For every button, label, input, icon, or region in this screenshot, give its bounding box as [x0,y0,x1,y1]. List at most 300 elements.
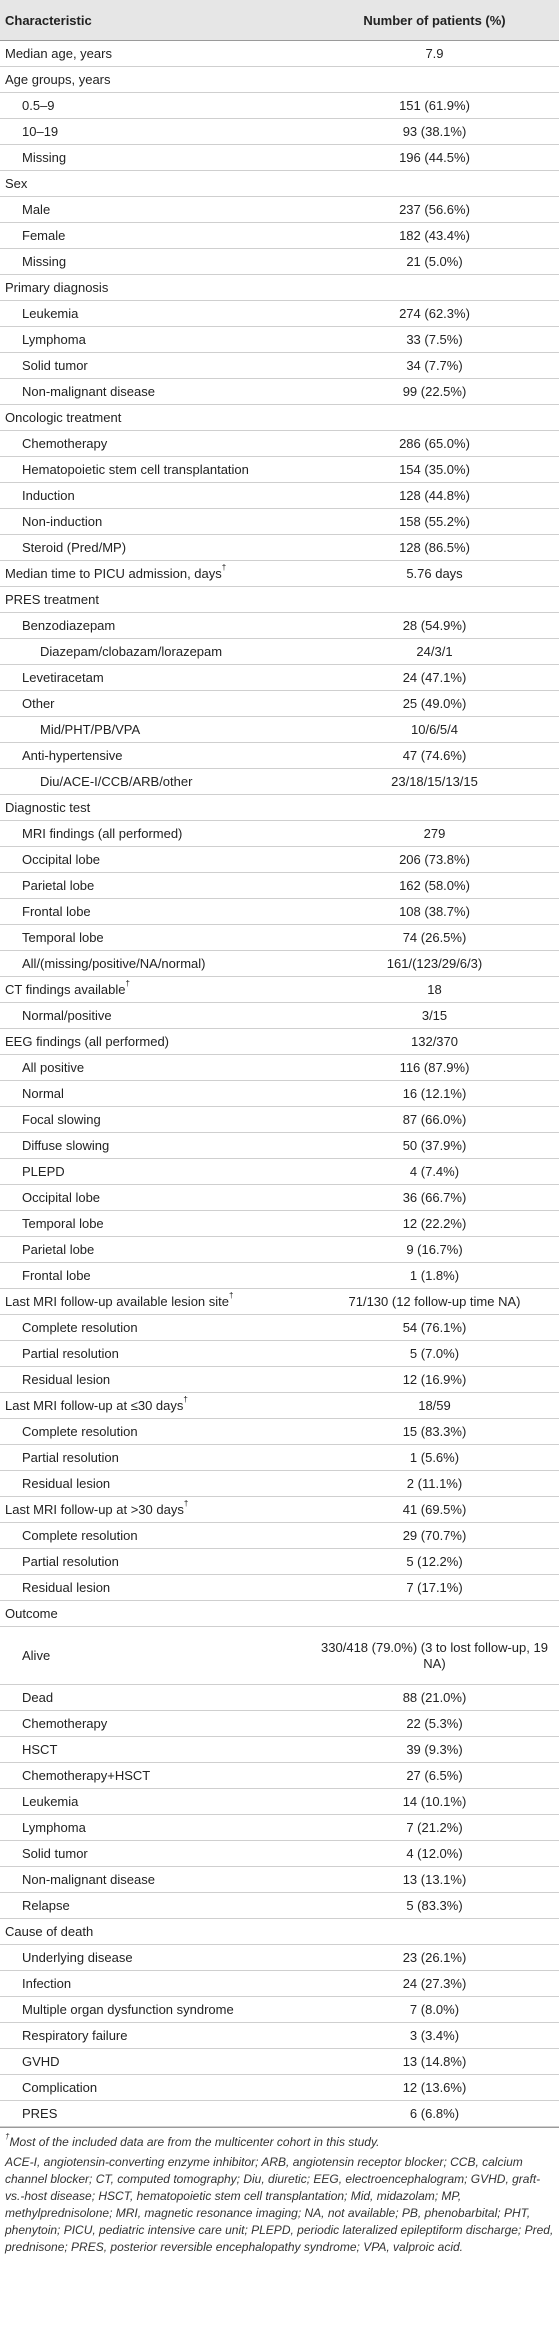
table-row [0,1737,559,1763]
row-label [0,1367,310,1393]
row-label-text: Focal slowing [22,1111,101,1127]
row-value: 50 (37.9%) [310,1133,559,1159]
table-row [0,613,559,639]
table-row [0,1627,559,1685]
footnote-dagger-text: Most of the included data are from the multicenter cohort in this study. [9,2135,380,2149]
row-value: 7.9 [310,41,559,67]
row-label [0,2023,310,2049]
row-value: 182 (43.4%) [310,223,559,249]
row-label-text: Steroid (Pred/MP) [22,539,127,555]
row-label-text: Induction [22,487,75,503]
row-value: 2 (11.1%) [310,1471,559,1497]
row-value: 5 (7.0%) [310,1341,559,1367]
row-label [0,1263,310,1289]
table-row [0,1419,559,1445]
row-value [310,275,559,301]
row-label-text: Temporal lobe [22,929,104,945]
row-label [0,1763,310,1789]
row-label-text: HSCT [22,1741,58,1757]
row-label-text: Female [22,227,66,243]
row-label-text: Occipital lobe [22,851,101,867]
table-row [0,873,559,899]
row-value: 10/6/5/4 [310,717,559,743]
table-row [0,977,559,1003]
row-label [0,1185,310,1211]
row-value: 5 (83.3%) [310,1893,559,1919]
row-label [0,873,310,899]
table-row [0,1367,559,1393]
row-label [0,665,310,691]
row-label [0,145,310,171]
row-label-text: Solid tumor [22,1845,88,1861]
table-row [0,561,559,587]
row-label-text: Residual lesion [22,1475,111,1491]
table-row [0,1393,559,1419]
row-value: 116 (87.9%) [310,1055,559,1081]
row-label [0,1419,310,1445]
table-row [0,1971,559,1997]
row-value: 12 (16.9%) [310,1367,559,1393]
row-label-text: Non-induction [22,513,103,529]
row-label [0,2101,310,2127]
table-row [0,1867,559,1893]
row-value: 15 (83.3%) [310,1419,559,1445]
row-label-text: PRES treatment [5,591,99,607]
row-label [0,197,310,223]
table-row [0,457,559,483]
row-label [0,717,310,743]
table-row [0,1159,559,1185]
table-row [0,1341,559,1367]
table-row [0,1601,559,1627]
row-value: 13 (14.8%) [310,2049,559,2075]
table-row [0,587,559,613]
table-row [0,327,559,353]
row-label [0,1867,310,1893]
table-header [0,0,559,41]
row-value: 16 (12.1%) [310,1081,559,1107]
dagger-mark: † [221,563,227,573]
row-label [0,249,310,275]
row-label [0,1445,310,1471]
row-label [0,1471,310,1497]
row-value: 128 (86.5%) [310,535,559,561]
header-characteristic: Characteristic [0,0,310,41]
table-row [0,93,559,119]
row-label [0,483,310,509]
row-value: 158 (55.2%) [310,509,559,535]
row-label [0,1003,310,1029]
row-label [0,561,310,587]
row-value: 4 (12.0%) [310,1841,559,1867]
row-label-text: MRI findings (all performed) [22,825,183,841]
row-value: 12 (13.6%) [310,2075,559,2101]
row-label-text: Leukemia [22,305,79,321]
row-label-text: Respiratory failure [22,2027,128,2043]
row-label [0,1029,310,1055]
row-label-text: Other [22,695,55,711]
row-value: 12 (22.2%) [310,1211,559,1237]
row-value: 47 (74.6%) [310,743,559,769]
row-label [0,379,310,405]
row-label-text: Partial resolution [22,1345,119,1361]
footnotes [0,2127,559,2256]
row-value: 132/370 [310,1029,559,1055]
table-row [0,1789,559,1815]
row-value: 279 [310,821,559,847]
row-value: 36 (66.7%) [310,1185,559,1211]
row-label-text: Levetiracetam [22,669,104,685]
row-label [0,1211,310,1237]
row-label [0,613,310,639]
table-row [0,1029,559,1055]
row-value: 23/18/15/13/15 [310,769,559,795]
row-label [0,509,310,535]
row-label [0,795,310,821]
table-row [0,119,559,145]
row-value: 21 (5.0%) [310,249,559,275]
row-label-text: Normal/positive [22,1007,112,1023]
row-value: 6 (6.8%) [310,2101,559,2127]
row-label-text: Median time to PICU admission, days [5,565,222,581]
row-label [0,1893,310,1919]
row-value: 74 (26.5%) [310,925,559,951]
row-value: 22 (5.3%) [310,1711,559,1737]
row-label-text: All/(missing/positive/NA/normal) [22,955,206,971]
row-label-text: Non-malignant disease [22,383,155,399]
row-label [0,1523,310,1549]
row-label [0,2049,310,2075]
table-row [0,379,559,405]
table-row [0,1575,559,1601]
table-row [0,353,559,379]
row-label-text: CT findings available [5,981,126,997]
table-row [0,1081,559,1107]
row-value: 196 (44.5%) [310,145,559,171]
row-label [0,1601,310,1627]
row-label [0,1945,310,1971]
row-label [0,587,310,613]
row-label-text: Relapse [22,1897,70,1913]
table-row [0,249,559,275]
table-row [0,483,559,509]
row-value: 27 (6.5%) [310,1763,559,1789]
row-label [0,1919,310,1945]
dagger-mark: † [229,1291,234,1301]
table-row [0,223,559,249]
row-label-text: Parietal lobe [22,1241,95,1257]
table-row [0,431,559,457]
row-value: 4 (7.4%) [310,1159,559,1185]
table-row [0,1945,559,1971]
row-label [0,93,310,119]
row-label [0,821,310,847]
row-label-text: Primary diagnosis [5,279,109,295]
table-row [0,925,559,951]
row-value: 161/(123/29/6/3) [310,951,559,977]
row-label [0,171,310,197]
row-label-text: Missing [22,253,67,269]
row-value: 3/15 [310,1003,559,1029]
row-label-text: Multiple organ dysfunction syndrome [22,2001,234,2017]
row-label [0,1237,310,1263]
table-row [0,535,559,561]
table-row [0,1893,559,1919]
row-label [0,1789,310,1815]
table-row [0,1055,559,1081]
row-label-text: Diazepam/clobazam/lorazepam [40,643,223,659]
row-label [0,691,310,717]
row-value: 87 (66.0%) [310,1107,559,1133]
row-value: 93 (38.1%) [310,119,559,145]
row-label [0,1341,310,1367]
row-label-text: Frontal lobe [22,903,91,919]
row-label [0,977,310,1003]
row-label [0,899,310,925]
row-label-text: Normal [22,1085,64,1101]
row-value: 14 (10.1%) [310,1789,559,1815]
row-value: 18 [310,977,559,1003]
row-label [0,769,310,795]
row-value: 71/130 (12 follow-up time NA) [310,1289,559,1315]
row-label [0,1315,310,1341]
row-label-text: Lymphoma [22,1819,86,1835]
row-label [0,1393,310,1419]
table-row [0,509,559,535]
table-row [0,1919,559,1945]
row-label-text: Last MRI follow-up at ≤30 days [5,1397,184,1413]
table-row [0,769,559,795]
row-value: 128 (44.8%) [310,483,559,509]
table-row [0,1003,559,1029]
row-label [0,1081,310,1107]
table-row [0,67,559,93]
row-value [310,405,559,431]
row-value: 9 (16.7%) [310,1237,559,1263]
row-label-text: GVHD [22,2053,60,2069]
row-value: 34 (7.7%) [310,353,559,379]
row-label [0,67,310,93]
footnote-abbreviations: ACE-I, angiotensin-converting enzyme inhibitor; ARB, angiotensin receptor blocker; CCB, calcium channel blocker; CT, computed tomography; Diu, diuretic; EEG, electroencephalogram; GVHD, graft-vs.-host disease; HSCT, hematopoietic stem cell transplantation; Mid, midazolam; MP, methylprednisolone; MRI, magnetic resonance imaging; NA, not available; PB, phenobarbital; PHT, phenytoin; PICU, pediatric intensive care unit; PLEPD, periodic lateralized epileptiform discharge; Pred, prednisone; PRES, posterior reversible encephalopathy syndrome; VPA, valproic acid. [5,2155,554,2254]
row-label [0,353,310,379]
row-label [0,1575,310,1601]
row-label-text: Hematopoietic stem cell transplantation [22,461,249,477]
row-label-text: Dead [22,1689,54,1705]
row-value: 13 (13.1%) [310,1867,559,1893]
row-value: 18/59 [310,1393,559,1419]
table-row [0,2049,559,2075]
table-row [0,1549,559,1575]
row-label-text: Diu/ACE-I/CCB/ARB/other [40,773,193,789]
row-label-text: Complication [22,2079,98,2095]
row-label-text: All positive [22,1059,85,1075]
row-label-text: EEG findings (all performed) [5,1033,170,1049]
row-value: 206 (73.8%) [310,847,559,873]
row-label-text: Lymphoma [22,331,86,347]
row-label-text: Partial resolution [22,1553,119,1569]
row-value: 7 (21.2%) [310,1815,559,1841]
row-label-text: Partial resolution [22,1449,119,1465]
table-row [0,1315,559,1341]
row-label-text: Male [22,201,51,217]
row-label-text: Cause of death [5,1923,94,1939]
row-value: 154 (35.0%) [310,457,559,483]
table-row [0,1445,559,1471]
row-value: 286 (65.0%) [310,431,559,457]
table-row [0,171,559,197]
row-label-text: PRES [22,2105,58,2121]
row-value: 7 (8.0%) [310,1997,559,2023]
row-label-text: Outcome [5,1605,58,1621]
table-row [0,665,559,691]
table-row [0,1997,559,2023]
table-row [0,301,559,327]
table-row [0,1185,559,1211]
row-label [0,1055,310,1081]
row-value [310,1601,559,1627]
row-label-text: Oncologic treatment [5,409,122,425]
row-label-text: Benzodiazepam [22,617,116,633]
table-row [0,2023,559,2049]
row-label [0,431,310,457]
row-label [0,1289,310,1315]
table-row [0,1497,559,1523]
row-value: 88 (21.0%) [310,1685,559,1711]
row-value: 151 (61.9%) [310,93,559,119]
table-row [0,951,559,977]
row-label [0,2075,310,2101]
row-label [0,1159,310,1185]
table-row [0,1289,559,1315]
header-number-of-patients: Number of patients (%) [310,0,559,41]
dagger-mark: † [183,1499,189,1509]
row-label [0,1815,310,1841]
row-value: 54 (76.1%) [310,1315,559,1341]
row-label-text: Complete resolution [22,1319,138,1335]
footnote-dagger [5,2134,554,2151]
row-label [0,743,310,769]
table-row [0,275,559,301]
table-row [0,743,559,769]
row-label-text: Diffuse slowing [22,1137,110,1153]
row-label [0,327,310,353]
row-label [0,1685,310,1711]
row-label [0,1737,310,1763]
row-value: 162 (58.0%) [310,873,559,899]
table-row [0,197,559,223]
row-label-text: Chemotherapy+HSCT [22,1767,151,1783]
row-label-text: Residual lesion [22,1579,111,1595]
row-label-text: Non-malignant disease [22,1871,155,1887]
row-label-text: Complete resolution [22,1527,138,1543]
row-label-text: Solid tumor [22,357,88,373]
row-value [310,1919,559,1945]
row-value: 5 (12.2%) [310,1549,559,1575]
table-row [0,1841,559,1867]
table-row [0,2101,559,2127]
row-label [0,1711,310,1737]
table-row [0,1471,559,1497]
row-value: 24/3/1 [310,639,559,665]
row-label [0,1841,310,1867]
row-label [0,925,310,951]
row-value: 24 (47.1%) [310,665,559,691]
row-value: 237 (56.6%) [310,197,559,223]
row-label [0,301,310,327]
row-label [0,1549,310,1575]
row-label [0,535,310,561]
row-value: 33 (7.5%) [310,327,559,353]
table-row [0,1685,559,1711]
row-value: 28 (54.9%) [310,613,559,639]
table-row [0,1815,559,1841]
row-value: 3 (3.4%) [310,2023,559,2049]
row-value: 29 (70.7%) [310,1523,559,1549]
table-row [0,1133,559,1159]
row-label-text: Occipital lobe [22,1189,101,1205]
row-label-text: 0.5–9 [22,97,55,113]
row-value: 99 (22.5%) [310,379,559,405]
table-row [0,795,559,821]
table-row [0,899,559,925]
row-value: 1 (5.6%) [310,1445,559,1471]
row-label-text: Anti-hypertensive [22,747,123,763]
row-label-text: Mid/PHT/PB/VPA [40,721,141,737]
table-row [0,717,559,743]
dagger-mark: † [125,979,130,989]
row-label [0,119,310,145]
row-label [0,639,310,665]
table-row [0,2075,559,2101]
row-value: 25 (49.0%) [310,691,559,717]
table-row [0,1523,559,1549]
table-row [0,691,559,717]
table-row [0,145,559,171]
table-row [0,1211,559,1237]
row-value: 108 (38.7%) [310,899,559,925]
header-row [0,0,559,41]
row-label-text: Missing [22,149,67,165]
table-row [0,405,559,431]
row-label-text: Sex [5,175,28,191]
row-label-text: Leukemia [22,1793,79,1809]
row-label [0,275,310,301]
row-value: 39 (9.3%) [310,1737,559,1763]
row-label-text: Last MRI follow-up at >30 days [5,1501,184,1517]
row-label [0,1133,310,1159]
row-label-text: Diagnostic test [5,799,91,815]
table-row [0,821,559,847]
row-label-text: Age groups, years [5,71,111,87]
row-value: 274 (62.3%) [310,301,559,327]
row-label-text: Median age, years [5,45,112,61]
table-row [0,1237,559,1263]
dagger-mark: † [183,1395,188,1405]
row-label-text: Infection [22,1975,72,1991]
row-label-text: Temporal lobe [22,1215,104,1231]
row-label [0,1971,310,1997]
row-value: 23 (26.1%) [310,1945,559,1971]
table-row [0,1107,559,1133]
row-label [0,1997,310,2023]
row-label-text: 10–19 [22,123,59,139]
row-value: 24 (27.3%) [310,1971,559,1997]
table-row [0,1711,559,1737]
dagger-symbol: † [5,2132,10,2141]
row-label [0,1107,310,1133]
row-value: 5.76 days [310,561,559,587]
row-label [0,223,310,249]
